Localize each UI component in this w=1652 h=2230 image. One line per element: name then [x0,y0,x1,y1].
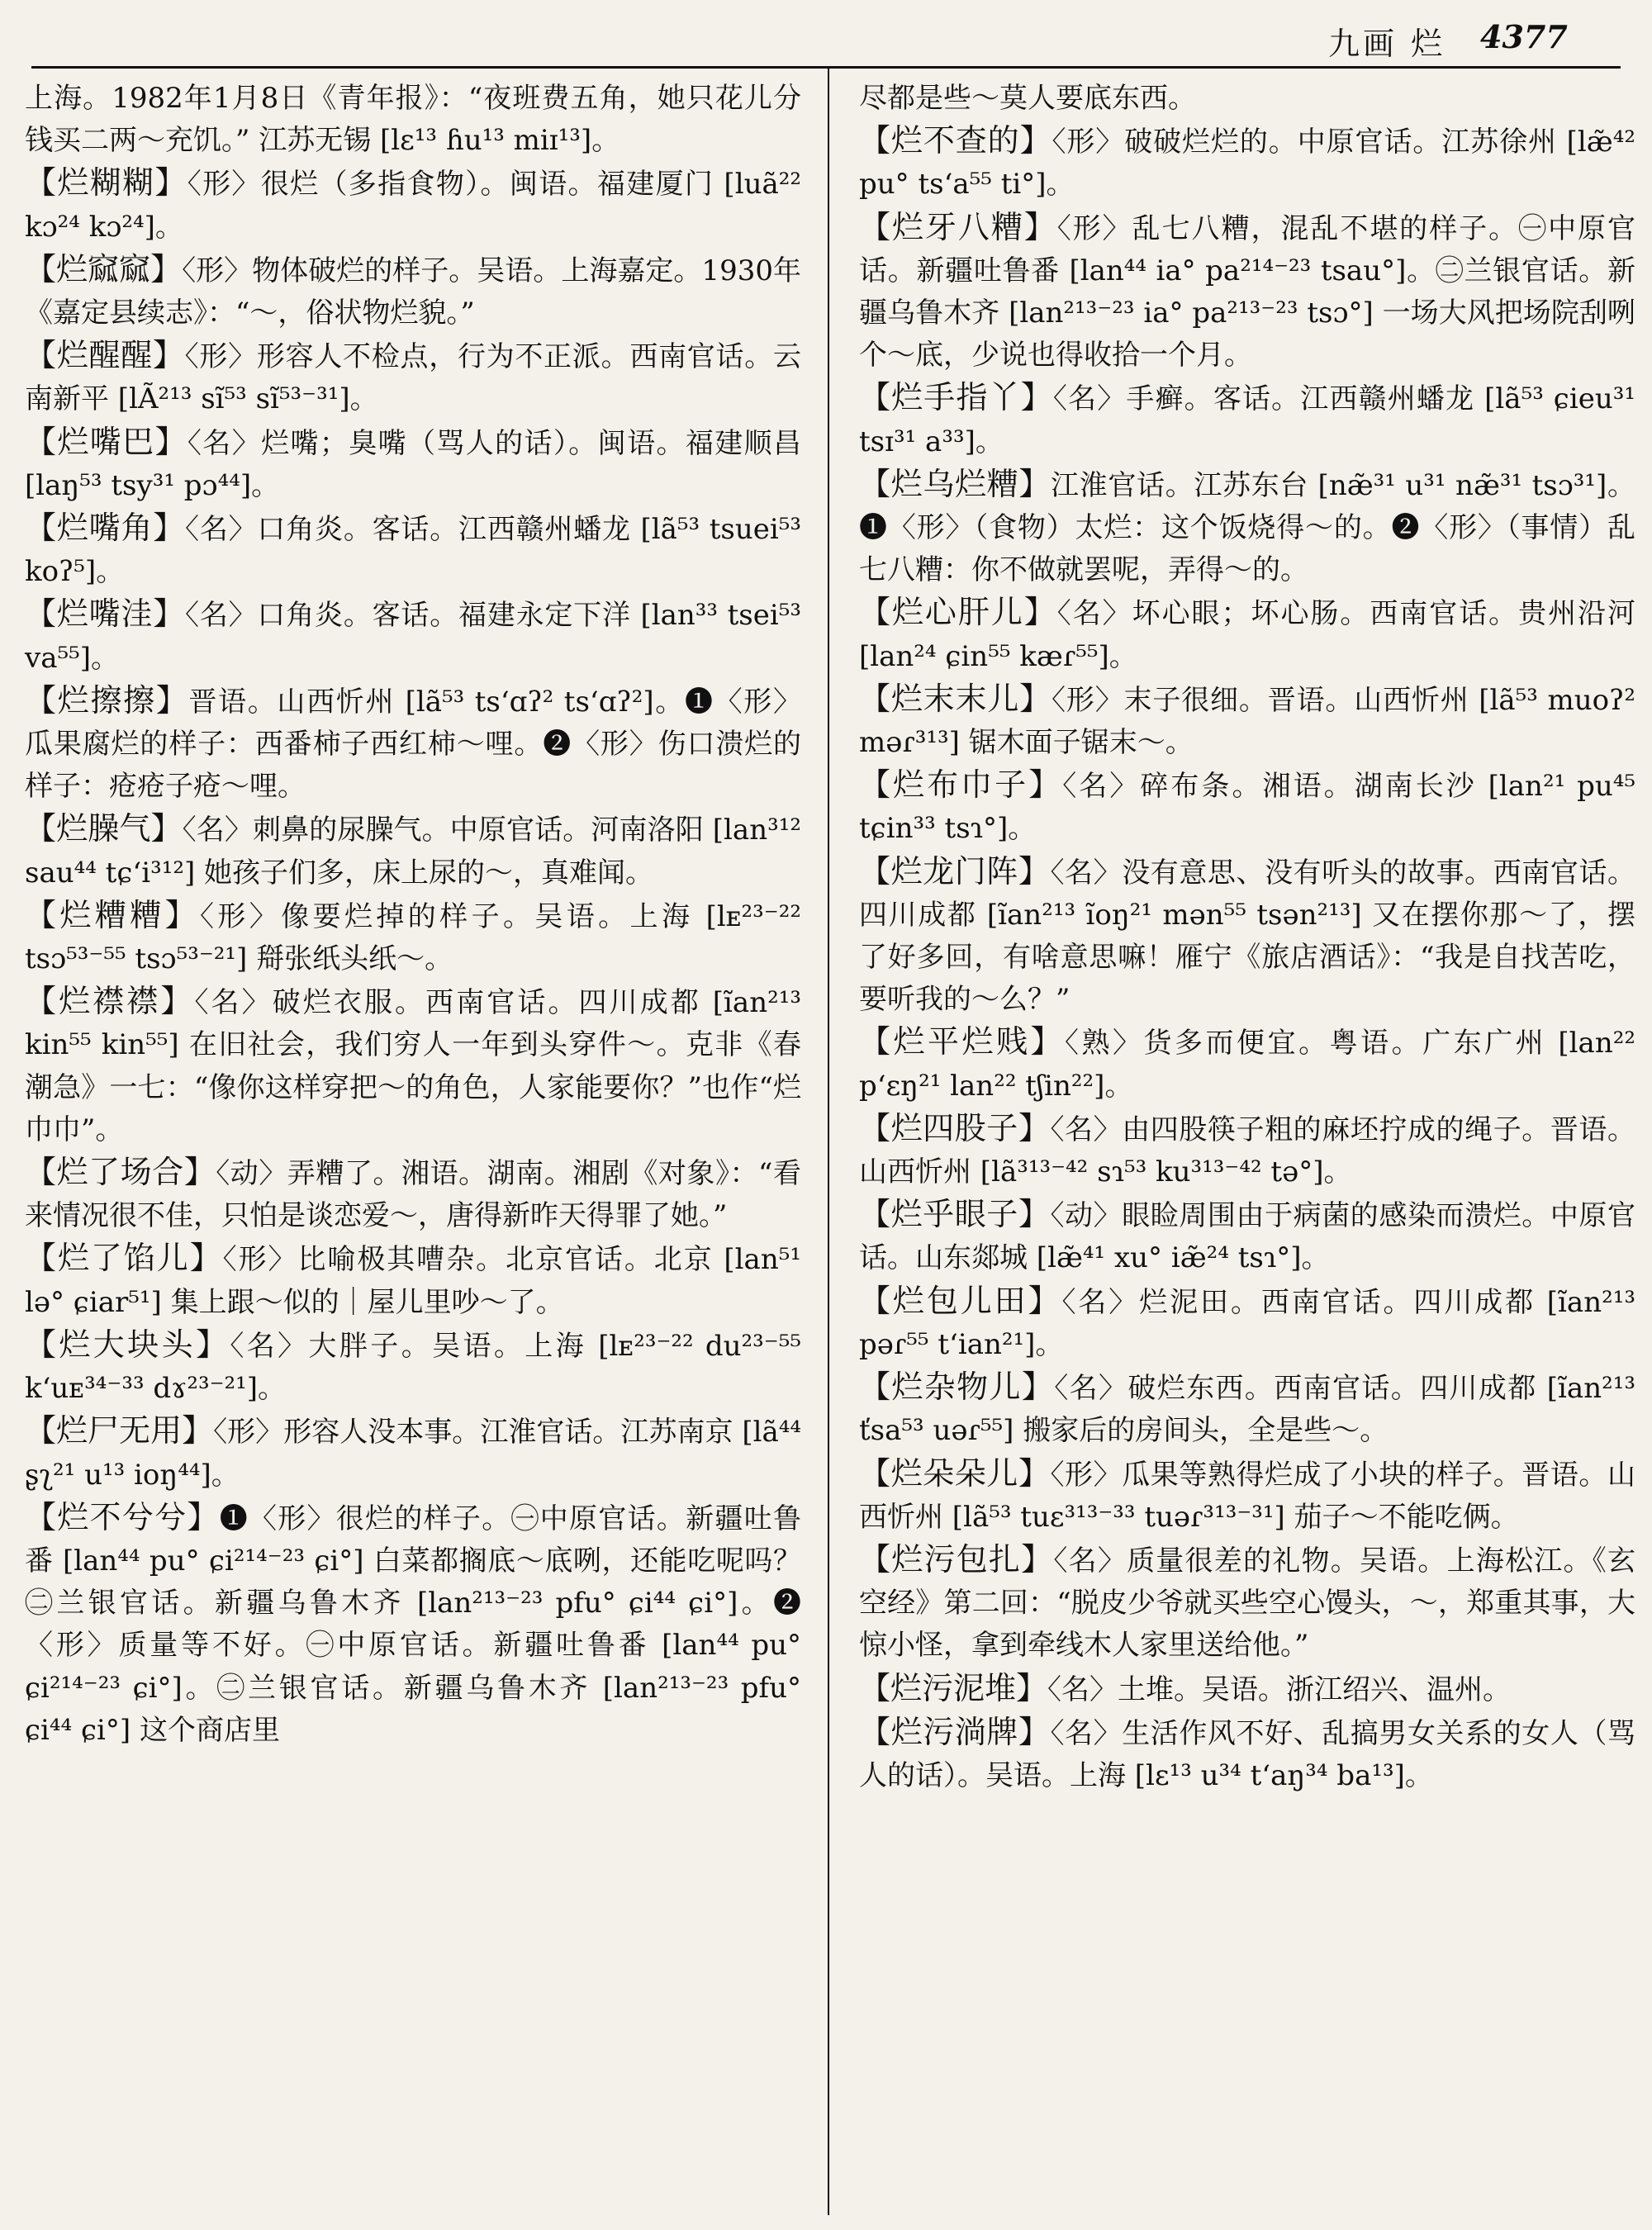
entry-headword: 【烂尸无用】 [25,1412,214,1450]
dictionary-entry [25,894,801,980]
entry-headword: 【烂污泥堆】 [859,1669,1048,1706]
dictionary-entry [25,249,801,334]
right-column [859,76,1635,1797]
entry-definition: 〈形〉像要烂掉的样子。吴语。上海 [lᴇ²³⁻²² tsɔ⁵³⁻⁵⁵ tsɔ⁵³⁻²¹] 搿张纸头纸～。 [25,899,801,976]
entry-headword: 【烂污淌牌】 [859,1713,1051,1750]
entry-headword: 【烂包儿田】 [859,1282,1062,1319]
entry-headword: 【烂不兮兮】 [25,1498,220,1535]
entry-definition: ❶〈形〉很烂的样子。㊀中原官话。新疆吐鲁番 [lan⁴⁴ pu° ɕi²¹⁴⁻²³ ɕi°] 白菜都搁底～底咧，还能吃呢吗？㊁兰银官话。新疆乌鲁木齐 [lan²¹³⁻²³ pfu° ɕi⁴⁴ ɕi°]。❷〈形〉质量等不好。㊀中原官话。新疆吐鲁番 [lan⁴⁴ pu° ɕi²¹⁴⁻²³ ɕi°]。㊁兰银官话。新疆乌鲁木齐 [lan²¹³⁻²³ pfu° ɕi⁴⁴ ɕi°] 这个商店里 [25,1502,801,1747]
entry-definition: 尽都是些～莫人要底东西。 [859,82,1196,115]
left-column [25,76,801,1752]
entry-headword: 【烂手指丫】 [859,379,1053,416]
entry-headword: 【烂了馅儿】 [25,1240,223,1277]
entry-definition: 〈名〉烂嘴；臭嘴（骂人的话）。闽语。福建顺昌 [laŋ⁵³ tsy³¹ pɔ⁴⁴]。 [25,426,801,502]
dictionary-entry [25,162,801,248]
entry-headword: 【烂朵朵儿】 [859,1454,1051,1492]
entry-headword: 【烂布巾子】 [859,766,1063,804]
entry-headword: 【烂嘴洼】 [25,595,186,633]
entry-definition: 江淮官话。江苏东台 [næ̃³¹ u³¹ næ̃³¹ tsɔ³¹]。❶〈形〉（食物）太烂：这个饭烧得～的。❷〈形〉（事情）乱七八糟：你不做就罢呢，弄得～的。 [859,468,1635,587]
dictionary-entry [25,1497,801,1752]
dictionary-entry [25,980,801,1151]
dictionary-entry [859,1711,1635,1797]
entry-definition: 〈名〉口角炎。客话。福建永定下洋 [lan³³ tsei⁵³ va⁵⁵]。 [25,599,801,675]
dictionary-entry [25,680,801,809]
dictionary-entry [859,1539,1635,1668]
dictionary-entry [25,421,801,507]
entry-headword: 【烂了场合】 [25,1154,216,1191]
entry-definition: 〈形〉末子很细。晋语。山西忻州 [lã⁵³ muoʔ² məɾ³¹³] 锯木面子锯末～。 [859,683,1635,760]
entry-definition: 〈动〉眼睑周围由于病菌的感染而溃烂。中原官话。山东郯城 [læ̃⁴¹ xu° iæ̃²⁴ tsɿ°]。 [859,1199,1635,1275]
entry-headword: 【烂乎眼子】 [859,1196,1051,1233]
entry-definition: 〈形〉破破烂烂的。中原官话。江苏徐州 [læ̃⁴² pu° ts‘a⁵⁵ ti°]。 [859,126,1635,202]
entry-headword: 【烂四股子】 [859,1109,1051,1146]
dictionary-entry [25,593,801,679]
entry-headword: 【烂糟糟】 [25,896,200,933]
dictionary-entry [859,1108,1635,1193]
entry-headword: 【烂心肝儿】 [859,594,1057,631]
column-divider [828,68,829,2215]
entry-headword: 【烂嘴巴】 [25,423,188,460]
entry-definition: 〈名〉碎布条。湘语。湖南长沙 [lan²¹ pu⁴⁵ tɕin³³ tsɿ°]。 [859,770,1635,846]
dictionary-entry [859,1668,1635,1711]
entry-definition: 〈名〉质量很差的礼物。吴语。上海松江。《玄空经》第二回：“脱皮少爷就买些空心馒头，～，郑重其事，大惊小怪，拿到牵线木人家里送给他。” [859,1544,1635,1663]
dictionary-entry [859,120,1635,206]
entry-headword: 【烂臊气】 [25,810,183,847]
dictionary-entry [859,1453,1635,1539]
entry-headword: 【烂平烂贱】 [859,1023,1066,1060]
dictionary-entry [25,1410,801,1496]
header-rule [31,66,1621,69]
section-title: 九画 烂 [1328,26,1446,62]
dictionary-entry [859,206,1635,377]
entry-headword: 【烂嘴角】 [25,510,186,547]
dictionary-entry [859,1366,1635,1452]
entry-headword: 【烂襟襟】 [25,983,195,1020]
dictionary-entry [25,334,801,420]
entry-definition: 〈形〉形容人没本事。江淮官话。江苏南京 [lã⁴⁴ ʂʅ²¹ u¹³ ioŋ⁴⁴]。 [25,1416,801,1492]
dictionary-entry [25,808,801,894]
entry-headword: 【烂醒醒】 [25,337,185,374]
entry-definition: 晋语。山西忻州 [lã⁵³ ts‘ɑʔ² ts‘ɑʔ²]。❶〈形〉瓜果腐烂的样子：西番柿子西红柿～哩。❷〈形〉伤口溃烂的样子：疮疮子疮～哩。 [25,685,801,804]
entry-definition: 上海。1982年1月8日《青年报》：“夜班费五角，她只花儿分钱买二两～充饥。” 江苏无锡 [lɛ¹³ ɦu¹³ miɪ¹³]。 [25,82,801,158]
dictionary-entry [859,851,1635,1022]
page-header [0,0,1652,64]
entry-definition: 〈名〉坏心眼；坏心肠。西南官话。贵州沿河 [lan²⁴ ɕin⁵⁵ kæɾ⁵⁵]。 [859,597,1635,673]
entry-definition: 〈动〉弄糟了。湘语。湖南。湘剧《对象》：“看来情况很不佳，只怕是谈恋爱～，唐得新昨天得罪了她。” [25,1157,801,1233]
entry-definition: 〈名〉刺鼻的尿臊气。中原官话。河南洛阳 [lan³¹² sau⁴⁴ tɕ‘i³¹²] 她孩子们多，床上尿的～，真难闻。 [25,814,801,890]
dictionary-entry [859,463,1635,592]
entry-definition: 〈形〉瓜果等熟得烂成了小块的样子。晋语。山西忻州 [lã⁵³ tuɛ³¹³⁻³³ tuəɾ³¹³⁻³¹] 茄子～不能吃俩。 [859,1458,1635,1534]
page-number: 4377 [1480,18,1568,55]
entry-definition: 〈名〉土堆。吴语。浙江绍兴、温州。 [1047,1672,1512,1706]
dictionary-entry [859,1021,1635,1107]
dictionary-entry [25,1324,801,1410]
dictionary-entry [25,1151,801,1237]
entry-definition: 〈形〉形容人不检点，行为不正派。西南官话。云南新平 [lÃ²¹³ sĩ⁵³ sĩ⁵³⁻³¹]。 [25,340,801,416]
entry-headword: 【烂擦擦】 [25,681,189,719]
entry-definition: 〈名〉手癣。客话。江西赣州蟠龙 [lã⁵³ ɕieu³¹ tsɪ³¹ a³³]。 [859,382,1635,458]
entry-headword: 【烂大块头】 [25,1326,230,1363]
dictionary-entry [25,507,801,593]
entry-headword: 【烂牙八糟】 [859,208,1057,245]
entry-definition: 〈名〉没有意思、没有听头的故事。西南官话。四川成都 [ĩan²¹³ ĩoŋ²¹ mən⁵⁵ tsən²¹³] 又在摆你那～了，摆了好多回，有啥意思嘛！雁宁《旅店酒话》：“我是自找苦吃，要听我的～么？” [859,856,1635,1017]
entry-definition: 〈名〉破烂东西。西南官话。四川成都 [ĩan²¹³ ťsa⁵³ uəɾ⁵⁵] 搬家后的房间头，全是些～。 [859,1372,1635,1448]
entry-definition: 〈形〉很烂（多指食物）。闽语。福建厦门 [luã²² kɔ²⁴ kɔ²⁴]。 [25,168,801,244]
entry-definition: 〈名〉口角炎。客话。江西赣州蟠龙 [lã⁵³ tsuei⁵³ koʔ⁵]。 [25,513,801,589]
entry-definition: 〈形〉比喻极其嘈杂。北京官话。北京 [lan⁵¹ lə° ɕiar⁵¹] 集上跟～似的｜屋儿里吵～了。 [25,1243,801,1319]
entry-headword: 【烂窳窳】 [25,250,183,287]
dictionary-entry [25,1237,801,1323]
entry-headword: 【烂污包扎】 [859,1540,1054,1578]
entry-definition: 〈形〉物体破烂的样子。吴语。上海嘉定。1930年《嘉定县续志》：“～，俗状物烂貌。” [25,254,801,330]
entry-definition: 〈名〉由四股筷子粗的麻坯拧成的绳子。晋语。山西忻州 [lã³¹³⁻⁴² sɿ⁵³ ku³¹³⁻⁴² tə°]。 [859,1113,1635,1189]
dictionary-entry [859,1193,1635,1279]
entry-headword: 【烂糊糊】 [25,164,188,202]
entry-definition: 〈名〉大胖子。吴语。上海 [lᴇ²³⁻²² du²³⁻⁵⁵ k‘uᴇ³⁴⁻³³ dɤ²³⁻²¹]。 [25,1329,801,1406]
entry-headword: 【烂龙门阵】 [859,852,1051,890]
dictionary-entry [859,764,1635,850]
dictionary-entry [859,678,1635,764]
entry-definition: 〈形〉乱七八糟，混乱不堪的样子。㊀中原官话。新疆吐鲁番 [lan⁴⁴ ia° pa²¹⁴⁻²³ tsau°]。㊁兰银官话。新疆乌鲁木齐 [lan²¹³⁻²³ ia° pa²¹³⁻²³ tsɔ°] 一场大风把场院刮咧个～底，少说也得收拾一个月。 [859,211,1635,372]
dictionary-entry [25,76,801,162]
entry-headword: 【烂乌烂糟】 [859,465,1051,502]
dictionary-entry [859,1280,1635,1366]
entry-definition: 〈名〉生活作风不好、乱搞男女关系的女人（骂人的话）。吴语。上海 [lɛ¹³ u³⁴ t‘aŋ³⁴ ba¹³]。 [859,1716,1635,1792]
entry-headword: 【烂杂物儿】 [859,1369,1055,1406]
entry-definition: 〈熟〉货多而便宜。粤语。广东广州 [lan²² p‘ɛŋ²¹ lan²² tʃin²²]。 [859,1027,1635,1103]
dictionary-entry [859,591,1635,677]
dictionary-entry [859,377,1635,463]
entry-definition: 〈名〉破烂衣服。西南官话。四川成都 [ĩan²¹³ kin⁵⁵ kin⁵⁵] 在旧社会，我们穷人一年到头穿件～。克非《春潮急》一七：“像你这样穿把～的角色，人家能要你？”也作“烂巾巾”。 [25,986,801,1146]
entry-headword: 【烂不查的】 [859,122,1052,159]
entry-headword: 【烂末末儿】 [859,680,1052,717]
entry-definition: 〈名〉烂泥田。西南官话。四川成都 [ĩan²¹³ pəɾ⁵⁵ t‘ian²¹]。 [859,1285,1635,1361]
dictionary-entry [859,76,1635,120]
